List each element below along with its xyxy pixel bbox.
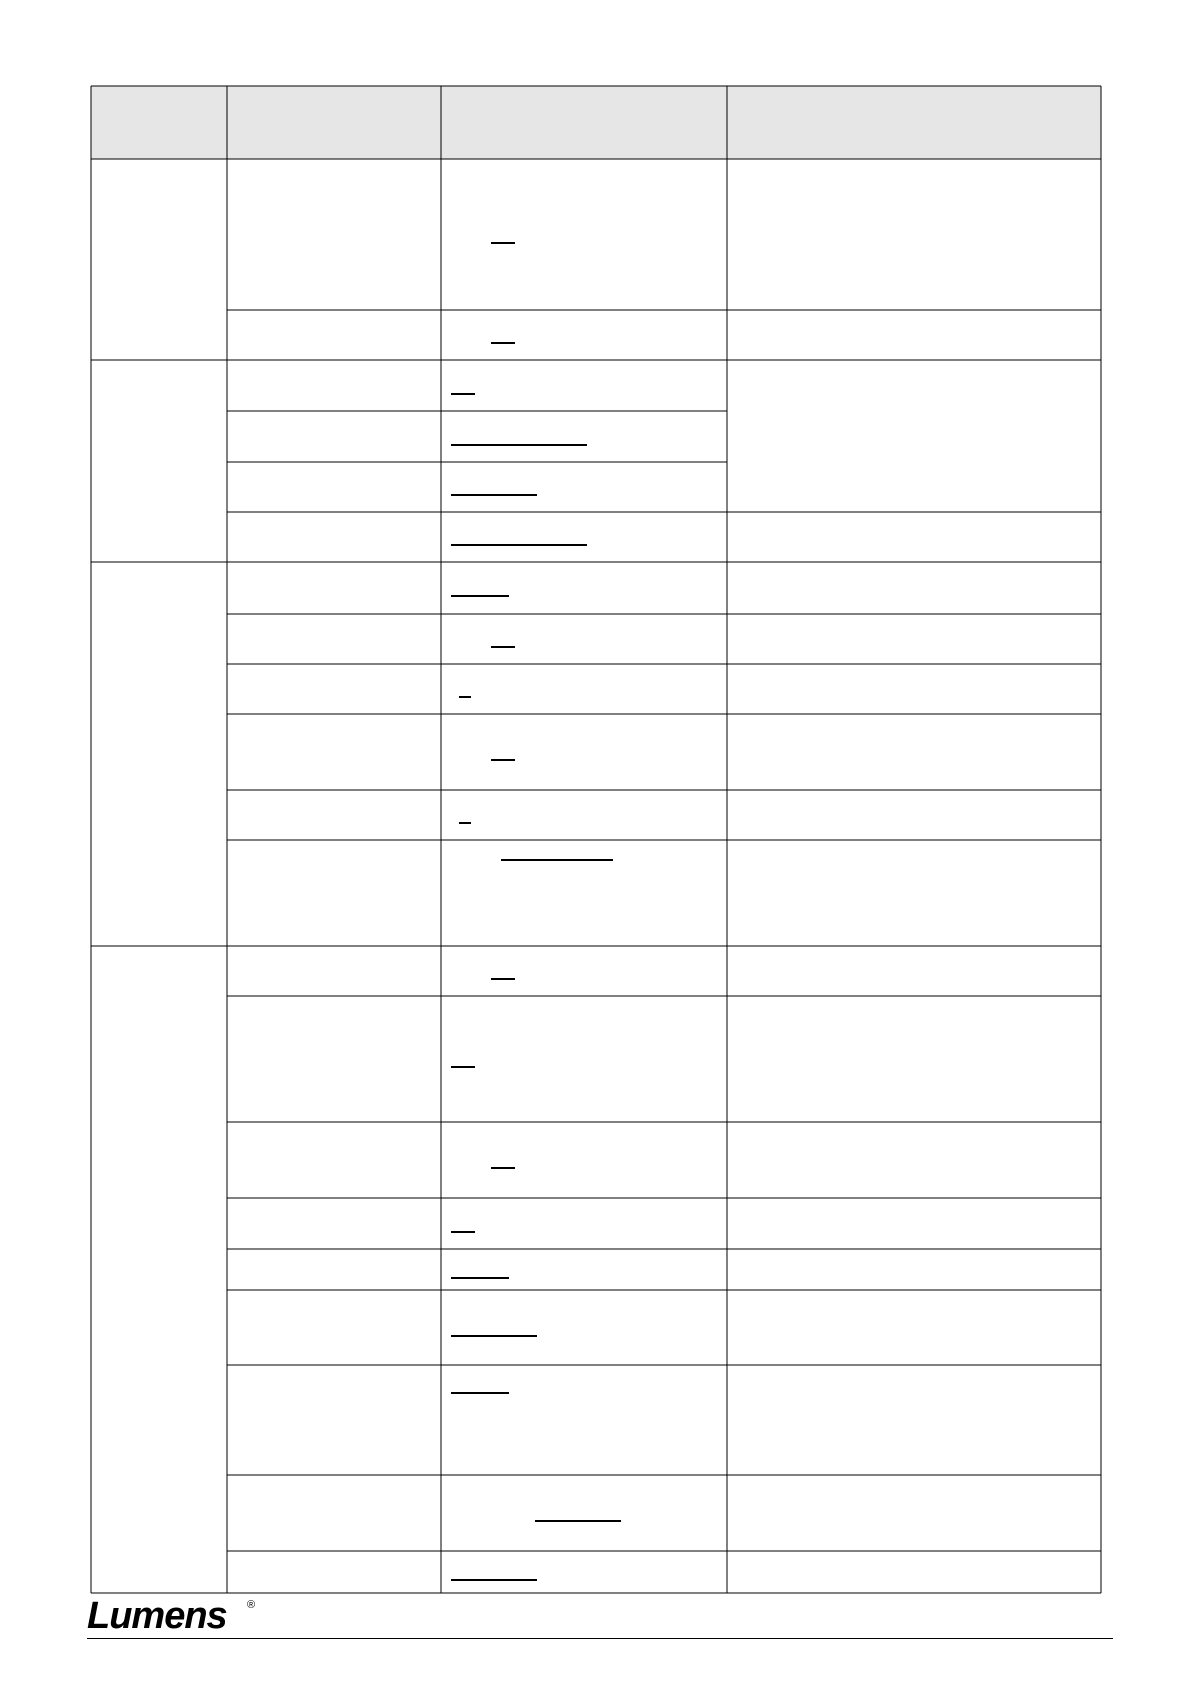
value-underlines	[451, 243, 621, 1580]
table-grid	[91, 86, 1101, 1593]
table-header-row	[91, 86, 1101, 159]
lumens-logo	[87, 1594, 262, 1636]
footer-divider	[87, 1638, 1113, 1639]
registered-mark: ®	[247, 1599, 256, 1611]
logo-wordmark: Lumens	[87, 1595, 227, 1636]
